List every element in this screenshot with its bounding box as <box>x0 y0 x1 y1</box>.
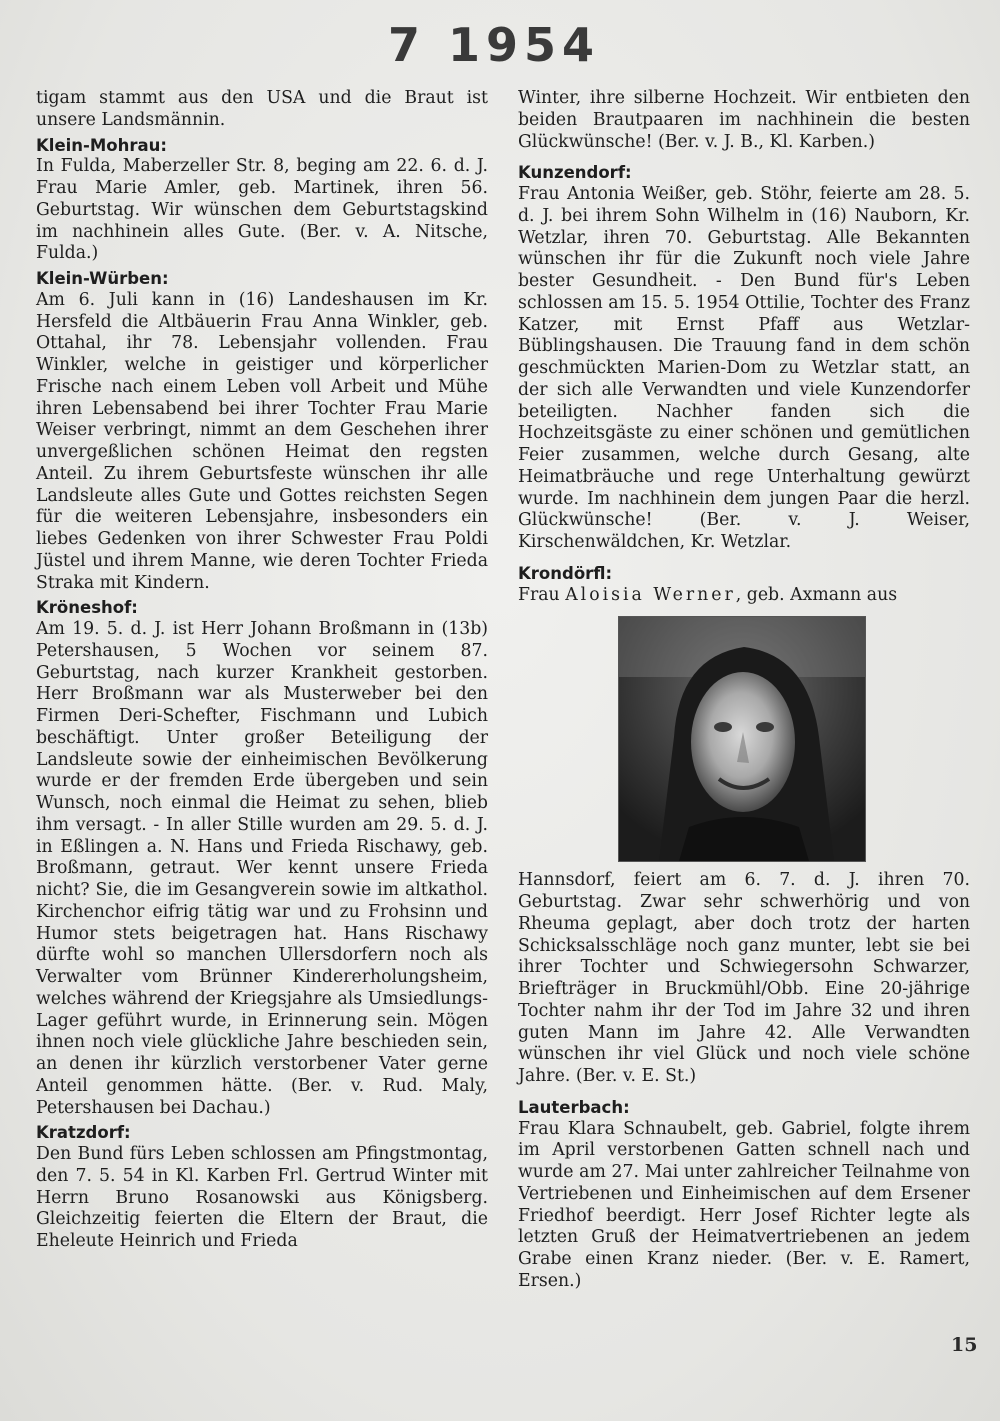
heading-lauterbach: Lauterbach: <box>518 1097 630 1117</box>
krondoerfl-prefix: Frau <box>518 584 566 605</box>
text-kroeneshof: Am 19. 5. d. J. ist Herr Johann Broßmann in (13b) Petershausen, 5 Wochen vor seinem 87. Geburtstag, nach kurzer Krankheit gestorben. Herr Broßmann war als Musterweber bei den Firmen Deri-Schefter, Fischmann und Lubich beschäftigt. Unter großer Beteiligung der Landsleute sowie der einheimischen Bevölkerung wurde er der fremden Erde übergeben und sein Wunsch, noch einmal die Heimat zu sehen, blieb ihm versagt. - In aller Stille wurden am 29. 5. d. J. in Eßlingen a. N. Hans und Frieda Rischawy, geb. Broßmann, getraut. Wer kennt unsere Frieda nicht? Sie, die im Gesangverein sowie im altkathol. Kirchenchor eifrig tätig war und zu Frohsinn und Humor stets beigetragen hat. Hans Rischawy dürfte wohl so manchen Ullersdorfern noch als Verwalter vom Brünner Kindererholungsheim, welches während der Kriegsjahre als Umsiedlungs-Lager geführt wurde, in Erinnerung sein. Mögen ihnen noch viele glückliche Jahre beschieden sein, an denen ihr kürzlich verstorbener Vater gerne Anteil genommen hätte. (Ber. v. Rud. Maly, Petershausen bei Dachau.) <box>36 619 488 1118</box>
heading-kratzdorf: Kratzdorf: <box>36 1123 131 1143</box>
text-krondoerfl-before-photo <box>518 585 970 607</box>
portrait-image <box>619 617 865 861</box>
krondoerfl-suffix: , geb. Axmann aus <box>735 584 898 605</box>
heading-kunzendorf: Kunzendorf: <box>518 163 632 183</box>
krondoerfl-name: Aloisia Werner <box>565 584 736 605</box>
text-kratzdorf: Den Bund fürs Leben schlossen am Pfingstmontag, den 7. 5. 54 in Kl. Karben Frl. Gertrud Winter mit Herrn Bruno Rosanowski aus Königsberg. Gleichzeitig feierten die Eltern der Braut, die Eheleute Heinrich und Frieda <box>36 1144 488 1251</box>
text-kunzendorf: Frau Antonia Weißer, geb. Stöhr, feierte am 28. 5. d. J. bei ihrem Sohn Wilhelm in (16) Nauborn, Kr. Wetzlar, ihren 70. Geburtstag. Alle Bekannten wünschen ihr für die Zukunft noch viele Jahre bester Gesundheit. - Den Bund für's Leben schlossen am 15. 5. 1954 Ottilie, Tochter des Franz Katzer, mit Ernst Pfaff aus Wetzlar-Büblingshausen. Die Trauung fand in dem schön geschmückten Marien-Dom zu Wetzlar statt, an der sich alle Verwandten und viele Kunzendorfer beteiligten. Nachher fanden sich die Hochzeitsgäste zu einer schönen und gemütlichen Feier zusammen, welche durch Gesang, alte Heimatbräuche und rege Unterhaltung gewürzt wurde. Im nachhinein dem jungen Paar die herzl. Glückwünsche! (Ber. v. J. Weiser, Kirschenwäldchen, Kr. Wetzlar. <box>518 184 970 552</box>
heading-krondoerfl: Krondörfl: <box>518 563 613 583</box>
heading-klein-wuerben: Klein-Würben: <box>36 269 169 288</box>
heading-klein-mohrau: Klein-Mohrau: <box>36 135 168 155</box>
left-column <box>36 88 488 1253</box>
right-intro-text: Winter, ihre silberne Hochzeit. Wir entbieten den beiden Brautpaaren im nachhinein die besten Glückwünsche! (Ber. v. J. B., Kl. Karben.) <box>518 88 970 152</box>
heading-kroeneshof: Kröneshof: <box>36 598 138 618</box>
right-column <box>518 88 970 1293</box>
left-intro-text: tigam stammt aus den USA und die Braut ist unsere Landsmännin. <box>36 88 488 130</box>
text-lauterbach: Frau Klara Schnaubelt, geb. Gabriel, folgte ihrem im April verstorbenen Gatten schnell nach und wurde am 27. Mai unter zahlreicher Teilnahme von Vertriebenen und Einheimischen auf dem Ersener Friedhof beerdigt. Herr Josef Richter legte als letzten Gruß der Heimatvertriebenen an jedem Grabe einen Kranz nieder. (Ber. v. E. Ramert, Ersen.) <box>518 1118 970 1291</box>
text-krondoerfl-after-photo: Hannsdorf, feiert am 6. 7. d. J. ihren 70. Geburtstag. Zwar sehr schwerhörig und von Rheuma geplagt, aber doch trotz der harten Schicksalsschläge noch ganz munter, lebt sie bei ihrer Tochter und Schwiegersohn Schwarzer, Briefträger in Bruckmühl/Obb. Eine 20-jährige Tochter nahm ihr der Tod im Jahre 32 und ihren guten Mann im Jahre 42. Alle Verwandten wünschen ihr viel Glück und noch viele schöne Jahre. (Ber. v. E. St.) <box>518 870 970 1086</box>
text-klein-wuerben: Am 6. Juli kann in (16) Landeshausen im Kr. Hersfeld die Altbäuerin Frau Anna Winkler, geb. Ottahal, ihr 78. Lebensjahr vollenden. Frau Winkler, welche in geistiger und körperlicher Frische nach einem Leben voll Arbeit und Mühe ihren Lebensabend bei ihrer Tochter Frau Marie Weiser verbringt, nimmt an dem Geschehen ihrer unvergeßlichen schönen Heimat den regsten Anteil. Zu ihrem Geburtsfeste wünschen ihr alle Landsleute alles Gute und Gottes reichsten Segen für die weiteren Lebensjahre, insbesonders ein liebes Gedenken von ihrer Schwester Frau Poldi Jüstel und ihrem Manne, wie deren Tochter Frieda Straka mit Kindern. <box>36 289 488 593</box>
text-klein-mohrau: In Fulda, Maberzeller Str. 8, beging am 22. 6. d. J. Frau Marie Amler, geb. Martinek, ihren 56. Geburtstag. Wir wünschen dem Geburtstagskind im nachhinein alles Gute. (Ber. v. A. Nitsche, Fulda.) <box>36 156 488 264</box>
portrait-photo <box>618 616 866 862</box>
issue-date: 7 1954 <box>388 18 601 72</box>
page-number: 15 <box>951 1334 978 1356</box>
